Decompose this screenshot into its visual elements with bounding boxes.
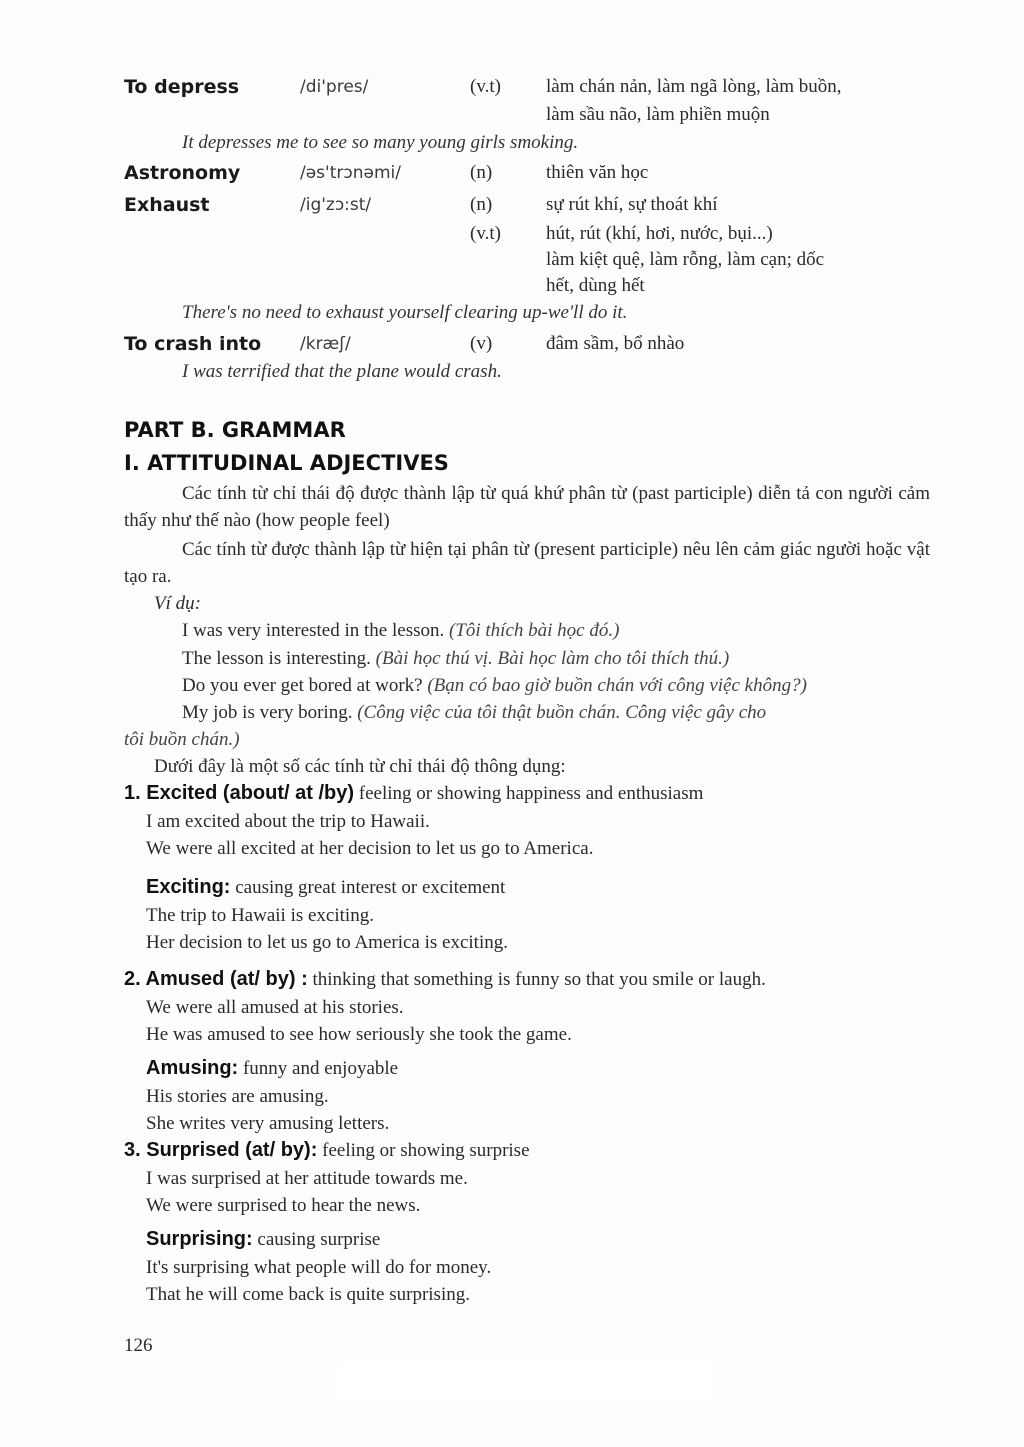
vocab-example: It depresses me to see so many young girls smoking. xyxy=(182,132,579,153)
vocab-term: Astronomy xyxy=(124,162,241,184)
adjective-example: She writes very amusing letters. xyxy=(146,1113,390,1134)
intro-text: Các tính từ chỉ thái độ được thành lập từ quá khứ phân từ (past participle) diễn tả con người cảm thấy như thế nào (how people feel) xyxy=(124,483,930,531)
vocab-meaning: đâm sầm, bổ nhào xyxy=(546,333,685,354)
part-heading: PART B. GRAMMAR xyxy=(124,418,346,442)
intro-paragraph xyxy=(124,480,930,534)
adjective-example: Her decision to let us go to America is exciting. xyxy=(146,932,508,953)
adjective-example: We were all excited at her decision to let us go to America. xyxy=(146,838,594,859)
vocab-meaning: sự rút khí, sự thoát khí xyxy=(546,194,718,215)
adjective-example: That he will come back is quite surprising. xyxy=(146,1284,470,1305)
vocab-example: There's no need to exhaust yourself clearing up-we'll do it. xyxy=(182,302,628,323)
adjective-example: I am excited about the trip to Hawaii. xyxy=(146,811,430,832)
adjective-entry: Exciting: causing great interest or excitement xyxy=(146,876,506,898)
vocab-example: I was terrified that the plane would crash. xyxy=(182,361,502,382)
example-line: I was very interested in the lesson. (Tôi thích bài học đó.) xyxy=(182,620,620,641)
example-line: The lesson is interesting. (Bài học thú vị. Bài học làm cho tôi thích thú.) xyxy=(182,648,730,669)
vocab-meaning: làm sầu não, làm phiền muộn xyxy=(546,104,770,125)
blank-area xyxy=(338,1362,712,1404)
adjective-entry: 1. Excited (about/ at /by) feeling or showing happiness and enthusiasm xyxy=(124,782,704,804)
vocab-phonetic: /di'pres/ xyxy=(300,77,369,97)
vocab-pos: (n) xyxy=(470,194,493,215)
adjective-example: I was surprised at her attitude towards me. xyxy=(146,1168,468,1189)
adjective-entry: Amusing: funny and enjoyable xyxy=(146,1057,399,1079)
adjective-head: 3. Surprised (at/ by): xyxy=(124,1139,318,1161)
page-number: 126 xyxy=(124,1335,153,1356)
intro-paragraph xyxy=(124,536,930,590)
vocab-phonetic: /əs'trɔnəmi/ xyxy=(300,163,401,183)
adjective-example: We were surprised to hear the news. xyxy=(146,1195,421,1216)
adjective-example: We were all amused at his stories. xyxy=(146,997,404,1018)
adjective-example: His stories are amusing. xyxy=(146,1086,329,1107)
vocab-phonetic: /kræʃ/ xyxy=(300,334,351,354)
adjective-head: Exciting: xyxy=(146,876,231,898)
example-label: Ví dụ: xyxy=(154,593,201,614)
vocab-meaning: hút, rút (khí, hơi, nước, bụi...) xyxy=(546,223,773,244)
intro-text: Các tính từ được thành lập từ hiện tại phân từ (present participle) nêu lên cảm giác người hoặc vật tạo ra. xyxy=(124,539,930,587)
adjective-head: Amusing: xyxy=(146,1057,239,1079)
vocab-phonetic: /ig'zɔ:st/ xyxy=(300,195,372,215)
vocab-term: To crash into xyxy=(124,333,262,355)
list-intro: Dưới đây là một số các tính từ chỉ thái độ thông dụng: xyxy=(154,756,566,777)
adjective-head: Surprising: xyxy=(146,1228,253,1250)
vocab-pos: (v) xyxy=(470,333,493,354)
vocab-meaning: thiên văn học xyxy=(546,162,649,183)
vocab-meaning: hết, dùng hết xyxy=(546,275,645,296)
adjective-entry: 3. Surprised (at/ by): feeling or showing surprise xyxy=(124,1139,530,1161)
example-line: tôi buồn chán.) xyxy=(124,729,240,750)
vocab-term: Exhaust xyxy=(124,194,210,216)
example-line: My job is very boring. (Công việc của tôi thật buồn chán. Công việc gây cho xyxy=(182,702,767,723)
adjective-head: 1. Excited (about/ at /by) xyxy=(124,782,355,804)
vocab-pos: (v.t) xyxy=(470,76,501,97)
section-heading: I. ATTITUDINAL ADJECTIVES xyxy=(124,451,449,475)
adjective-example: He was amused to see how seriously she took the game. xyxy=(146,1024,572,1045)
vocab-pos: (n) xyxy=(470,162,493,183)
adjective-entry: Surprising: causing surprise xyxy=(146,1228,381,1250)
adjective-example: It's surprising what people will do for money. xyxy=(146,1257,492,1278)
adjective-head: 2. Amused (at/ by) : xyxy=(124,968,308,990)
vocab-term: To depress xyxy=(124,76,240,98)
adjective-example: The trip to Hawaii is exciting. xyxy=(146,905,374,926)
vocab-meaning: làm chán nản, làm ngã lòng, làm buồn, xyxy=(546,76,842,97)
vocab-meaning: làm kiệt quệ, làm rỗng, làm cạn; dốc xyxy=(546,249,825,270)
vocab-pos: (v.t) xyxy=(470,223,501,244)
example-line: Do you ever get bored at work? (Bạn có bao giờ buồn chán với công việc không?) xyxy=(182,675,807,696)
adjective-entry: 2. Amused (at/ by) : thinking that something is funny so that you smile or laugh. xyxy=(124,968,766,990)
